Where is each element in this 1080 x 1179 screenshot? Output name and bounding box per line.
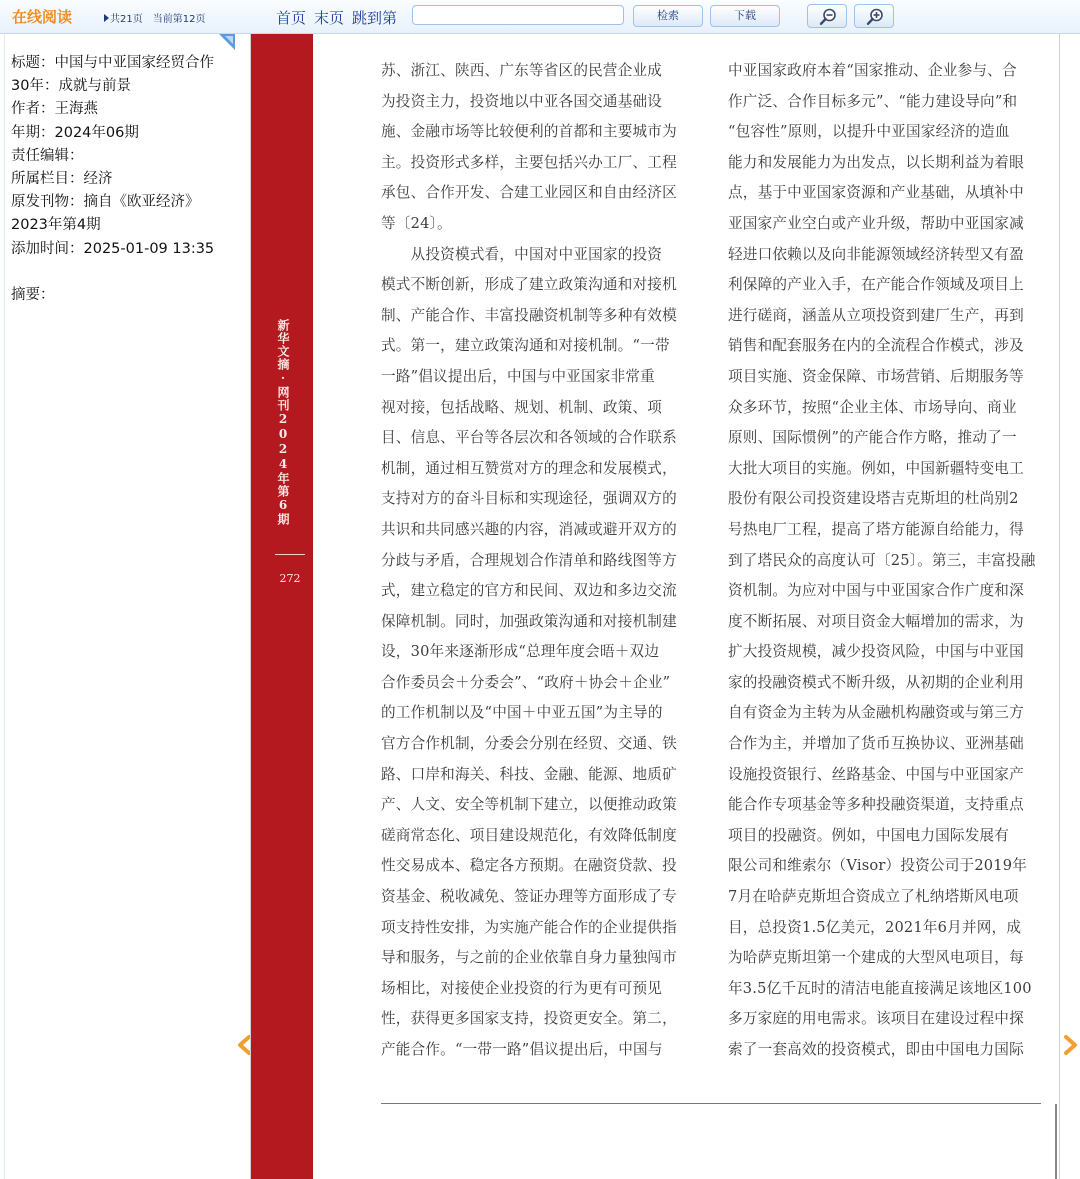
text-line: 多万家庭的用电需求。该项目在建设过程中探 [728, 1010, 1024, 1028]
meta-issue: 年期：2024年06期 [11, 124, 139, 141]
text-line: 施、金融市场等比较便利的首都和主要城市为 [381, 123, 677, 141]
text-line: 目，总投资1.5亿美元，2021年6月并网，成 [728, 918, 1022, 936]
page-number: 272 [279, 572, 301, 585]
text-line: 限公司和维索尔（Visor）投资公司于2019年 [728, 857, 1028, 875]
text-column-right [728, 56, 1040, 1066]
text-line: 号热电厂工程，提高了塔方能源自给能力，得 [728, 520, 1024, 538]
text-line: 模式不断创新，形成了建立政策沟通和对接机 [381, 276, 677, 294]
meta-title-line1: 标题：中国与中亚国家经贸合作 [11, 55, 214, 71]
text-line: 中亚国家政府本着“国家推动、企业参与、合 [728, 62, 1017, 79]
text-column-left [381, 56, 693, 1066]
text-line: 自有资金为主转为从金融机构融资或与第三方 [728, 704, 1024, 722]
meta-abstract: 摘要： [11, 286, 55, 303]
text-line: 目、信息、平台等各层次和各领域的合作联系 [381, 429, 677, 447]
text-line: 分歧与矛盾，合理规划合作清单和路线图等方 [381, 551, 677, 569]
text-line: 7月在哈萨克斯坦合资成立了札纳塔斯风电项 [728, 888, 1019, 906]
meta-title-line2: 30年：成就与前景 [11, 78, 131, 95]
collapse-corner-icon[interactable] [219, 34, 235, 50]
meta-source-line1: 原发刊物：摘自《欧亚经济》 [11, 194, 200, 211]
text-line: 产、人文、安全等机制下建立，以便推动政策 [381, 796, 677, 814]
page-bottom-rule [381, 1103, 1041, 1104]
jump-page-input[interactable] [412, 5, 624, 25]
text-line: 为投资主力，投资地以中亚各国交通基础设 [381, 92, 663, 110]
text-line: 视对接，包括战略、规划、机制、政策、项 [381, 398, 663, 416]
text-line: 销售和配套服务在内的全流程合作模式，涉及 [728, 337, 1024, 355]
text-line: 式，建立稳定的官方和民间、双边和多边交流 [381, 582, 677, 600]
top-toolbar [0, 0, 1080, 34]
text-line: 家的投融资模式不断升级，从初期的企业利用 [728, 673, 1024, 691]
brand-title: 在线阅读 [12, 8, 73, 26]
current-page: 当前第12页 [152, 14, 206, 25]
text-line: 承包、合作开发、合建工业园区和自由经济区 [381, 184, 677, 202]
text-line: 性交易成本、稳定各方预期。在融资贷款、投 [381, 857, 677, 875]
zoom-out-icon [819, 8, 837, 26]
text-line: 一路”倡议提出后，中国与中亚国家非常重 [381, 367, 655, 385]
text-line: 度不断拓展、对项目资金大幅增加的需求，为 [728, 612, 1024, 630]
page-info [104, 10, 205, 25]
next-page-arrow-icon[interactable] [1062, 1034, 1080, 1056]
meta-column: 所属栏目：经济 [11, 171, 113, 188]
text-line: 轻进口依赖以及向非能源领域经济转型又有盈 [728, 245, 1024, 263]
text-line: 产能合作。“一带一路”倡议提出后，中国与 [381, 1041, 663, 1058]
download-button[interactable]: 下载 [710, 5, 780, 27]
article-info-panel [4, 34, 236, 1179]
text-line: 的工作机制以及“中国＋中亚五国”为主导的 [381, 704, 663, 722]
page-scrollbar[interactable] [1055, 1104, 1057, 1179]
text-line: 路、口岸和海关、科技、金融、能源、地质矿 [381, 765, 677, 783]
search-button[interactable]: 检索 [633, 5, 703, 27]
text-line: 制、产能合作、丰富投融资机制等多种有效模 [381, 306, 677, 324]
text-line: 年3.5亿千瓦时的清洁电能直接满足该地区100 [728, 979, 1032, 997]
text-line: 场相比，对接使企业投资的行为更有可预见 [381, 979, 663, 997]
meta-editor: 责任编辑： [11, 147, 84, 164]
text-line: 点，基于中亚国家资源和产业基础，从填补中 [728, 184, 1024, 202]
meta-author: 作者：王海燕 [11, 101, 98, 118]
text-line: 作广泛、合作目标多元”、“能力建设导向”和 [728, 92, 1018, 110]
text-line: 磋商常态化、项目建设规范化，有效降低制度 [381, 826, 677, 844]
text-line: 性，获得更多国家支持，投资更安全。第二， [381, 1010, 677, 1028]
text-line: 股份有限公司投资建设塔吉克斯坦的杜尚别2 [728, 490, 1019, 508]
text-line: 项目实施、资金保障、市场营销、后期服务等 [728, 367, 1024, 385]
text-line: 机制，通过相互赞赏对方的理念和发展模式， [381, 459, 677, 477]
text-line: 为哈萨克斯坦第一个建成的大型风电项目，每 [728, 949, 1024, 967]
text-line: 众多环节，按照“企业主体、市场导向、商业 [728, 398, 1017, 416]
text-line: 支持对方的奋斗目标和实现途径，强调双方的 [381, 490, 677, 508]
zoom-out-button[interactable] [807, 4, 847, 28]
text-line: 等〔24〕。 [381, 214, 452, 232]
text-line: 合作委员会＋分委会”、“政府＋协会＋企业” [381, 673, 671, 691]
text-line: 索了一套高效的投资模式，即由中国电力国际 [728, 1041, 1024, 1058]
text-line: 大批大项目的实施。例如，中国新疆特变电工 [728, 459, 1024, 477]
text-line: 原则、国际惯例”的产能合作方略，推动了一 [728, 429, 1017, 447]
spine-title: 新华文摘·网刊2024年第6期 [276, 319, 290, 526]
text-line: 项目的投融资。例如，中国电力国际发展有 [728, 826, 1010, 844]
text-line: 项支持性安排，为实施产能合作的企业提供指 [381, 918, 677, 936]
zoom-in-icon [866, 8, 884, 26]
total-pages: 共21页 [110, 14, 143, 25]
magazine-page [250, 34, 1060, 1179]
article-metadata [11, 52, 233, 307]
meta-source-line2: 2023年第4期 [11, 217, 101, 234]
text-line: 式。第一，建立政策沟通和对接机制。“一带 [381, 337, 670, 355]
meta-added-time: 添加时间：2025-01-09 13:35 [11, 240, 215, 257]
first-page-link[interactable]: 首页 [276, 9, 307, 27]
play-triangle-icon [104, 14, 109, 22]
text-line: 导和服务，与之前的企业依靠自身力量独闯市 [381, 949, 677, 967]
text-line: 能合作专项基金等多种投融资渠道，支持重点 [728, 796, 1024, 814]
text-line: 设，30年来逐渐形成“总理年度会晤＋双边 [381, 643, 660, 661]
page-viewer [235, 34, 1080, 1179]
text-line: 从投资模式看，中国对中亚国家的投资 [381, 245, 663, 263]
text-line: 亚国家产业空白或产业升级，帮助中亚国家减 [728, 214, 1024, 232]
text-line: 能力和发展能力为出发点，以长期利益为着眼 [728, 153, 1024, 171]
text-line: 主。投资形式多样，主要包括兴办工厂、工程 [381, 153, 677, 171]
text-line: 资基金、税收减免、签证办理等方面形成了专 [381, 888, 677, 906]
jump-to-page-link[interactable]: 跳到第 [352, 9, 398, 27]
text-line: 进行磋商，涵盖从立项投资到建厂生产，再到 [728, 306, 1024, 324]
page-spine [251, 34, 313, 1179]
text-line: 到了塔民众的高度认可〔25〕。第三，丰富投融 [728, 551, 1036, 569]
text-line: “包容性”原则，以提升中亚国家经济的造血 [728, 123, 1010, 141]
text-line: 资机制。为应对中国与中亚国家合作广度和深 [728, 582, 1024, 600]
text-line: 合作为主，并增加了货币互换协议、亚洲基础 [728, 735, 1024, 753]
text-line: 保障机制。同时，加强政策沟通和对接机制建 [381, 612, 677, 630]
text-line: 利保障的产业入手，在产能合作领域及项目上 [728, 276, 1024, 294]
text-line: 官方合作机制，分委会分别在经贸、交通、铁 [381, 735, 677, 753]
text-line: 设施投资银行、丝路基金、中国与中亚国家产 [728, 765, 1024, 783]
spine-divider [275, 554, 305, 555]
text-line: 苏、浙江、陕西、广东等省区的民营企业成 [381, 62, 663, 79]
text-line: 扩大投资规模，减少投资风险，中国与中亚国 [728, 643, 1024, 661]
last-page-link[interactable]: 末页 [314, 9, 345, 27]
text-line: 共识和共同感兴趣的内容，消减或避开双方的 [381, 520, 677, 538]
zoom-in-button[interactable] [854, 4, 894, 28]
